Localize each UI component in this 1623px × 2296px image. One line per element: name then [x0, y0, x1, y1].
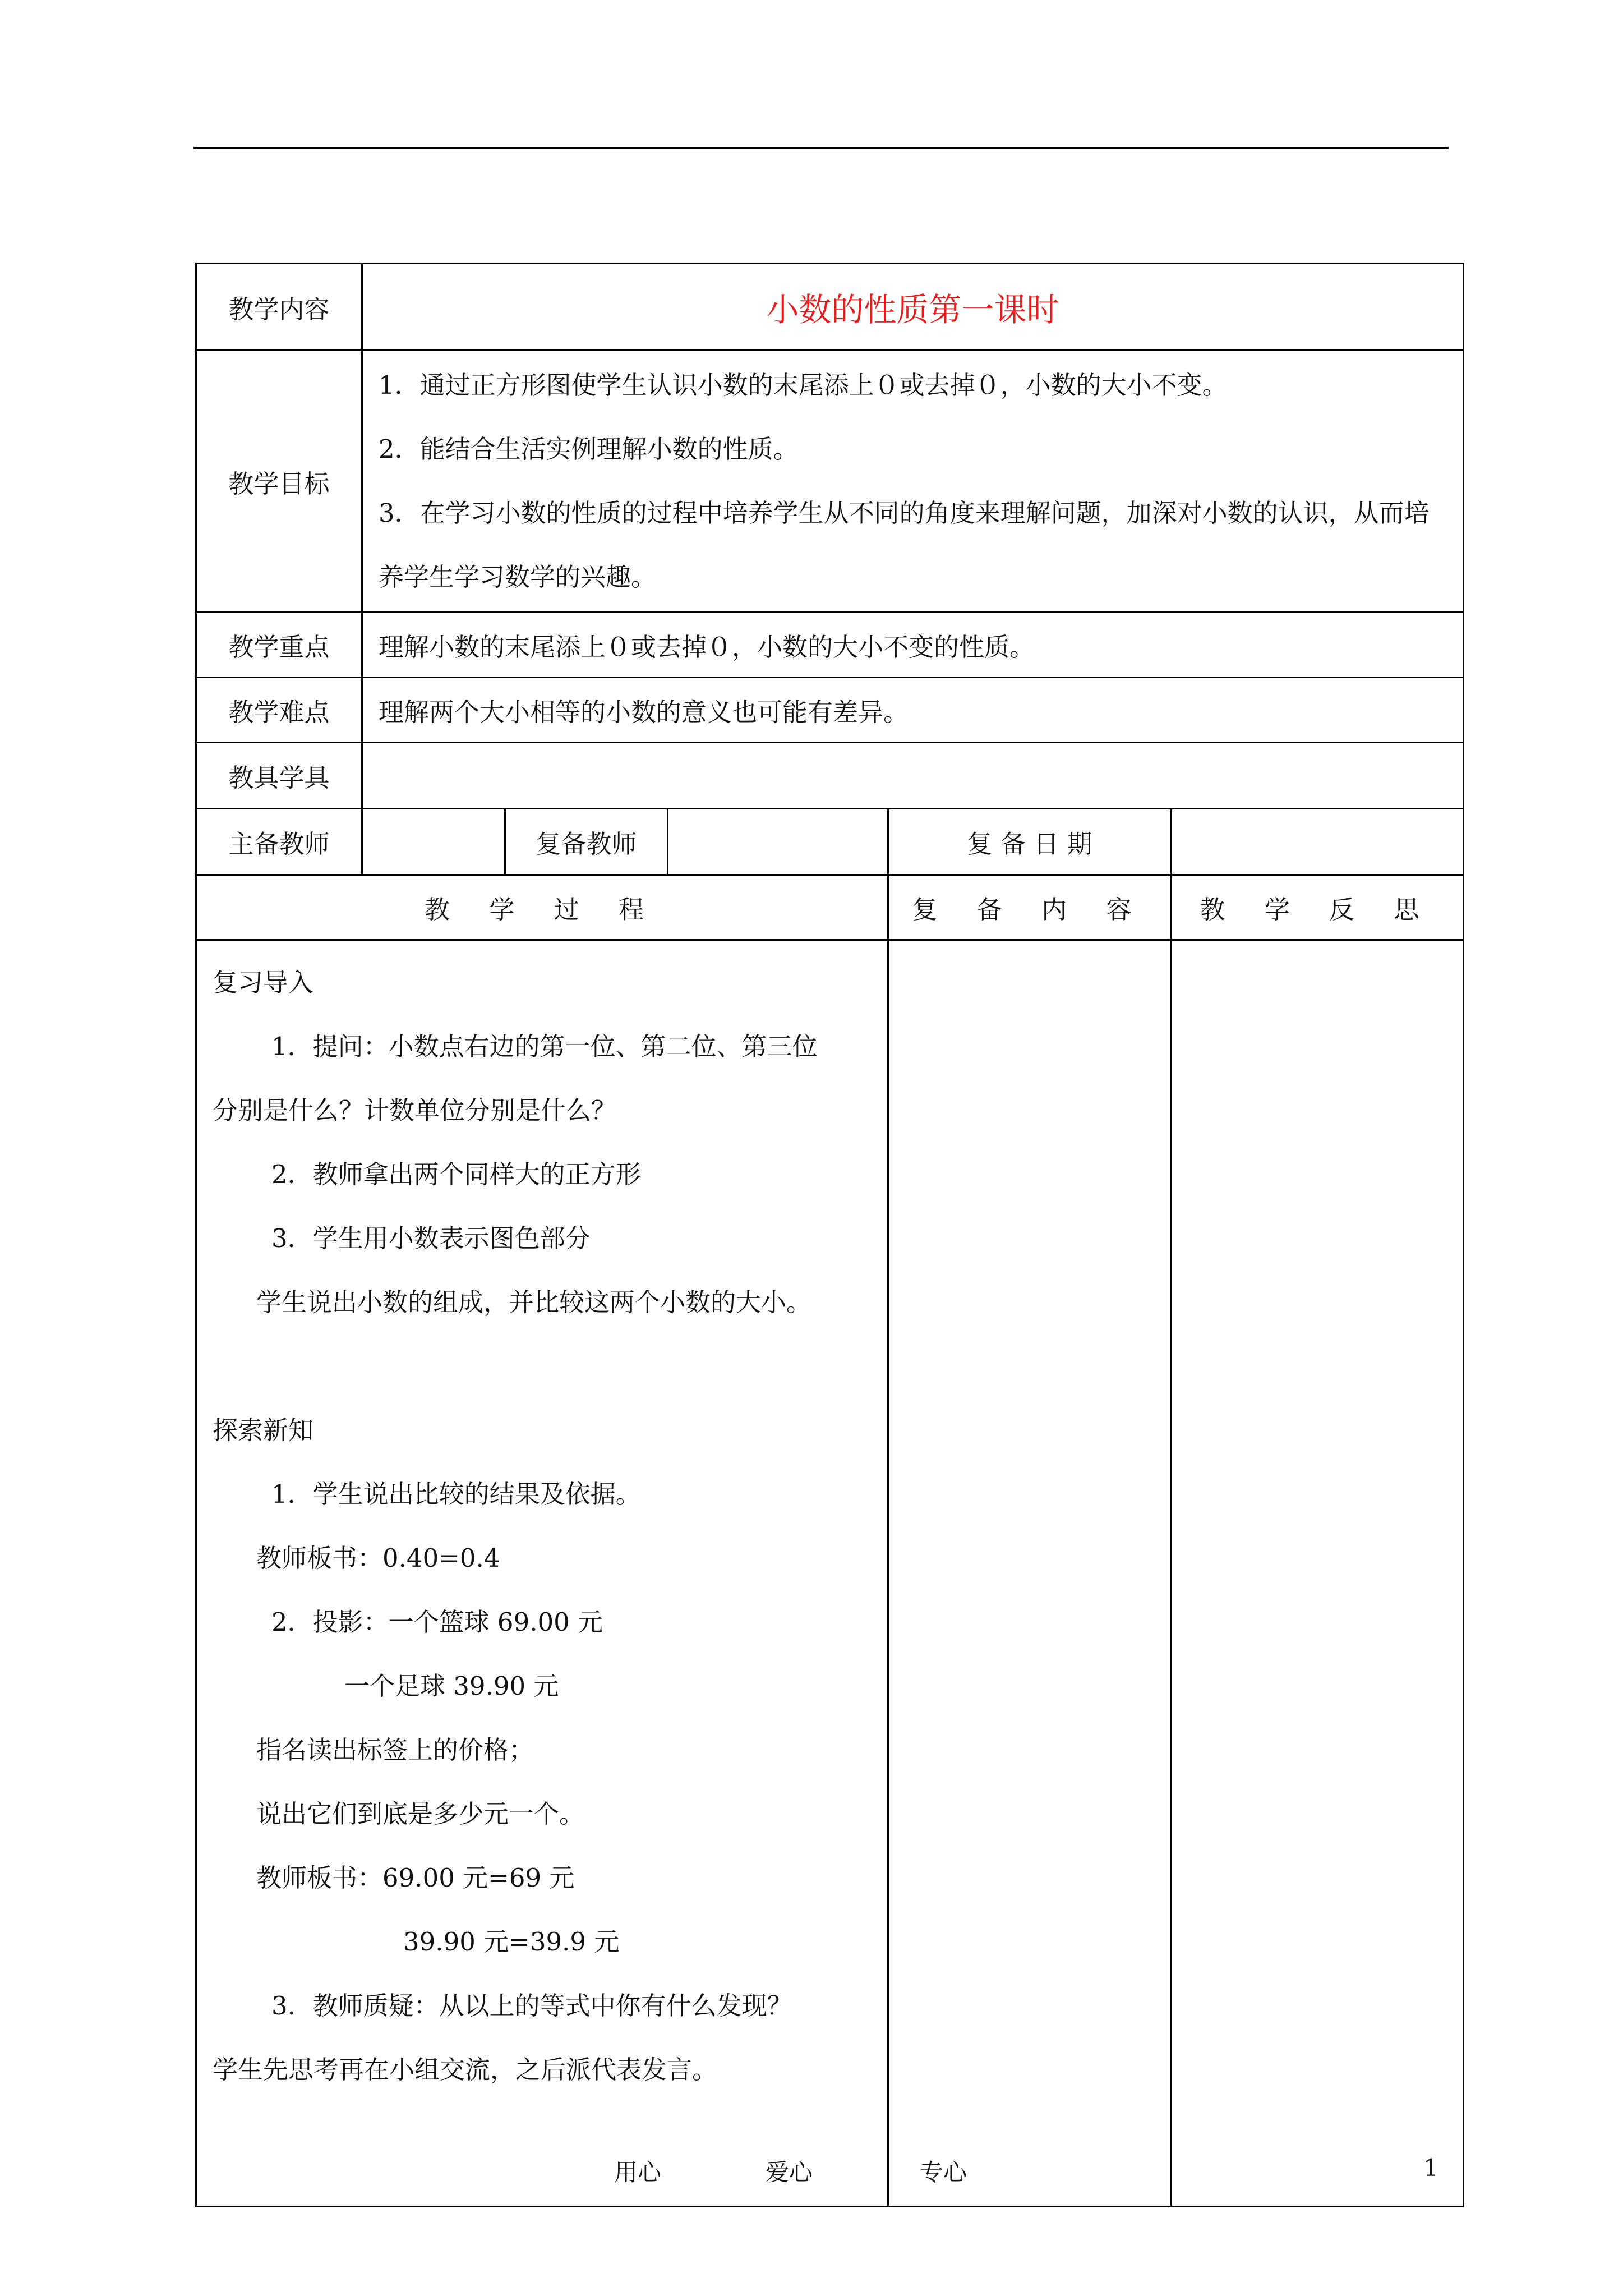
main-teacher-label: 主备教师	[196, 809, 362, 875]
explore-line-10: 学生先思考再在小组交流，之后派代表发言。	[213, 2055, 718, 2085]
difficulty-label: 教学难点	[196, 678, 362, 743]
review-heading: 复习导入	[213, 968, 314, 997]
review-question-1a: 1．提问：小数点右边的第一位、第二位、第三位	[271, 1032, 818, 1061]
content-label: 教学内容	[196, 264, 362, 351]
explore-heading: 探索新知	[213, 1415, 314, 1445]
goal-2: 2．能结合生活实例理解小数的性质。	[379, 434, 799, 464]
explore-line-3: 2．投影：一个篮球 69.00 元	[271, 1607, 603, 1637]
explore-line-7: 教师板书：69.00 元=69 元	[256, 1863, 575, 1893]
footer-word-3: 专心	[920, 2159, 967, 2186]
explore-line-4: 一个足球 39.90 元	[344, 1671, 559, 1701]
row-tools	[196, 743, 1464, 809]
page-number: 1	[1423, 2154, 1438, 2182]
review-question-2: 2．教师拿出两个同样大的正方形	[271, 1159, 641, 1189]
review-question-1b: 分别是什么？计数单位分别是什么？	[213, 1096, 617, 1125]
goals-cell	[362, 351, 1464, 613]
header-rule	[193, 147, 1449, 149]
reflection-header: 教 学 反 思	[1172, 875, 1464, 940]
review-question-4: 学生说出小数的组成，并比较这两个小数的大小。	[256, 1287, 812, 1317]
reflection-cell	[1172, 940, 1464, 2207]
review-question-3: 3．学生用小数表示图色部分	[271, 1223, 591, 1253]
review-teacher-label: 复备教师	[505, 809, 668, 875]
process-header: 教 学 过 程	[196, 875, 888, 940]
explore-line-6: 说出它们到底是多少元一个。	[256, 1799, 585, 1829]
review-content-header: 复 备 内 容	[888, 875, 1172, 940]
goal-3: 3．在学习小数的性质的过程中培养学生从不同的角度来理解问题，加深对小数的认识，从而培养学生学习数学的兴趣。	[379, 498, 1430, 592]
explore-line-2: 教师板书：0.40=0.4	[256, 1543, 500, 1573]
spacer	[213, 1335, 882, 1398]
explore-line-5: 指名读出标签上的价格；	[256, 1735, 534, 1765]
row-column-headers	[196, 875, 1464, 940]
tools-label: 教具学具	[196, 743, 362, 809]
goals-label: 教学目标	[196, 351, 362, 613]
lesson-title: 小数的性质第一课时	[362, 264, 1464, 351]
row-key-point	[196, 613, 1464, 678]
process-cell	[196, 940, 888, 2207]
main-teacher-value	[362, 809, 505, 875]
row-content	[196, 264, 1464, 351]
lesson-plan-table	[195, 263, 1464, 2207]
review-date-value	[1172, 809, 1464, 875]
explore-line-1: 1．学生说出比较的结果及依据。	[271, 1479, 641, 1509]
explore-line-9: 3．教师质疑：从以上的等式中你有什么发现？	[271, 1991, 792, 2021]
row-goals	[196, 351, 1464, 613]
footer-word-1: 用心	[614, 2159, 662, 2186]
review-teacher-value	[668, 809, 888, 875]
tools-text	[362, 743, 1464, 809]
review-date-label: 复 备 日 期	[888, 809, 1172, 875]
explore-line-8: 39.90 元=39.9 元	[403, 1927, 620, 1957]
difficulty-text: 理解两个大小相等的小数的意义也可能有差异。	[362, 678, 1464, 743]
row-teachers	[196, 809, 1464, 875]
row-process-body	[196, 940, 1464, 2207]
footer-word-2: 爱心	[766, 2159, 813, 2186]
review-content-cell	[888, 940, 1172, 2207]
key-point-label: 教学重点	[196, 613, 362, 678]
row-difficulty	[196, 678, 1464, 743]
key-point-text: 理解小数的末尾添上０或去掉０，小数的大小不变的性质。	[362, 613, 1464, 678]
goal-1: 1．通过正方形图使学生认识小数的末尾添上０或去掉０，小数的大小不变。	[379, 370, 1228, 400]
